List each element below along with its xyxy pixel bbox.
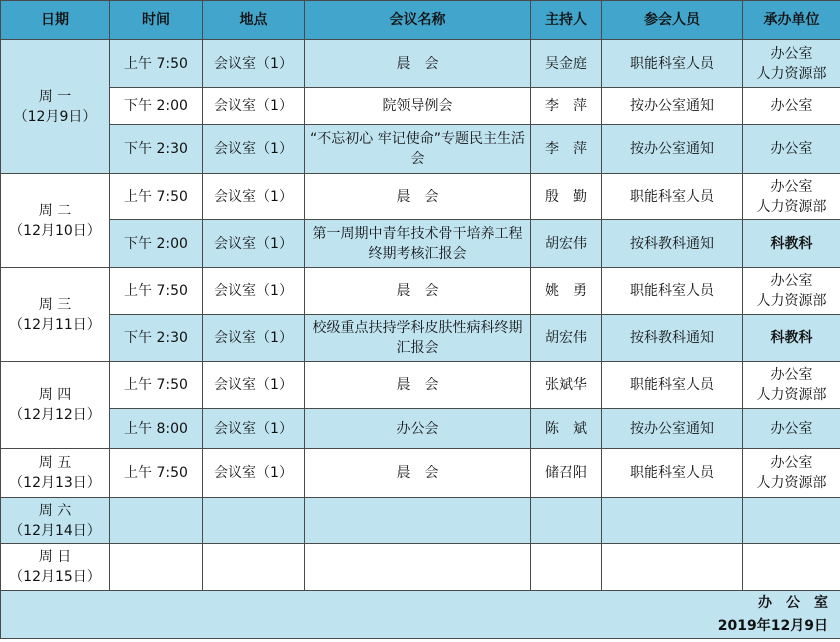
- date-cell: [1, 544, 110, 591]
- attendees-cell: 按办公室通知: [602, 88, 743, 125]
- organizer-cell: [743, 40, 840, 88]
- day-label: 周 六: [38, 502, 72, 519]
- meeting-name-cell: 校级重点扶持学科皮肤性病科终期汇报会: [305, 315, 531, 362]
- meeting-name-cell: [305, 544, 531, 591]
- attendees-cell: 职能科室人员: [602, 268, 743, 315]
- place-cell: 会议室（1）: [203, 409, 305, 449]
- table-row: [1, 544, 840, 591]
- organizer-cell: 办公室: [743, 409, 840, 449]
- table-row: [1, 315, 840, 362]
- meeting-name-cell: 晨 会: [305, 449, 531, 498]
- header-date: 日期: [1, 1, 110, 40]
- time-cell: 上午 8:00: [110, 409, 203, 449]
- attendees-cell: 职能科室人员: [602, 362, 743, 409]
- host-cell: 胡宏伟: [531, 315, 602, 362]
- date-cell: [1, 174, 110, 268]
- place-cell: [203, 544, 305, 591]
- attendees-cell: 按办公室通知: [602, 125, 743, 174]
- table-row: [1, 498, 840, 544]
- organizer-line: 人力资源部: [756, 387, 827, 403]
- host-cell: 储召阳: [531, 449, 602, 498]
- day-label: 周 三: [38, 296, 72, 313]
- table-row: [1, 174, 840, 220]
- organizer-cell: [743, 362, 840, 409]
- date-label: （12月14日）: [9, 522, 101, 539]
- header-row: [1, 1, 840, 40]
- date-cell: [1, 268, 110, 362]
- place-cell: [203, 498, 305, 544]
- organizer-cell: [743, 174, 840, 220]
- day-label: 周 一: [38, 88, 72, 105]
- table-row: [1, 88, 840, 125]
- table-row: [1, 268, 840, 315]
- organizer-cell: [743, 498, 840, 544]
- place-cell: 会议室（1）: [203, 315, 305, 362]
- header-place: 地点: [203, 1, 305, 40]
- header-attendees: 参会人员: [602, 1, 743, 40]
- host-cell: 殷 勤: [531, 174, 602, 220]
- attendees-cell: 按科教科通知: [602, 315, 743, 362]
- footer-row: [1, 591, 840, 639]
- date-label: （12月10日）: [9, 222, 101, 239]
- host-cell: 姚 勇: [531, 268, 602, 315]
- organizer-cell: [743, 544, 840, 591]
- attendees-cell: 按科教科通知: [602, 220, 743, 268]
- place-cell: 会议室（1）: [203, 362, 305, 409]
- attendees-cell: 按办公室通知: [602, 409, 743, 449]
- table-row: [1, 40, 840, 88]
- day-label: 周 四: [38, 387, 72, 403]
- date-cell: [1, 362, 110, 449]
- place-cell: 会议室（1）: [203, 88, 305, 125]
- time-cell: 下午 2:00: [110, 88, 203, 125]
- date-cell: [1, 498, 110, 544]
- organizer-cell: 办公室: [743, 125, 840, 174]
- date-label: （12月11日）: [9, 316, 101, 333]
- organizer-line: 人力资源部: [756, 198, 827, 215]
- day-label: 周 五: [38, 455, 72, 471]
- table-row: [1, 409, 840, 449]
- host-cell: 李 萍: [531, 88, 602, 125]
- table-row: [1, 362, 840, 409]
- meeting-name-cell: 第一周期中青年技术骨干培养工程终期考核汇报会: [305, 220, 531, 268]
- place-cell: 会议室（1）: [203, 125, 305, 174]
- host-cell: 胡宏伟: [531, 220, 602, 268]
- attendees-cell: [602, 544, 743, 591]
- table-row: [1, 125, 840, 174]
- organizer-line: 办公室: [770, 178, 813, 195]
- time-cell: 上午 7:50: [110, 40, 203, 88]
- organizer-cell: 科教科: [743, 315, 840, 362]
- header-meeting-name: 会议名称: [305, 1, 531, 40]
- meeting-name-cell: 晨 会: [305, 174, 531, 220]
- organizer-cell: 科教科: [743, 220, 840, 268]
- time-cell: 上午 7:50: [110, 268, 203, 315]
- organizer-line: 人力资源部: [756, 65, 827, 82]
- time-cell: [110, 544, 203, 591]
- time-cell: 上午 7:50: [110, 362, 203, 409]
- table-row: [1, 449, 840, 498]
- meeting-name-cell: 晨 会: [305, 40, 531, 88]
- host-cell: 张斌华: [531, 362, 602, 409]
- table-row: [1, 220, 840, 268]
- attendees-cell: 职能科室人员: [602, 174, 743, 220]
- organizer-cell: [743, 268, 840, 315]
- day-label: 周 二: [38, 202, 72, 219]
- place-cell: 会议室（1）: [203, 268, 305, 315]
- header-time: 时间: [110, 1, 203, 40]
- date-label: （12月15日）: [9, 569, 101, 585]
- host-cell: [531, 544, 602, 591]
- organizer-line: 办公室: [770, 45, 813, 62]
- attendees-cell: [602, 498, 743, 544]
- footer-date: 2019年12月9日: [717, 617, 828, 634]
- host-cell: [531, 498, 602, 544]
- date-label: （12月9日）: [13, 108, 97, 125]
- date-cell: [1, 40, 110, 174]
- place-cell: 会议室（1）: [203, 449, 305, 498]
- meeting-name-cell: 办公会: [305, 409, 531, 449]
- host-cell: 吴金庭: [531, 40, 602, 88]
- host-cell: 李 萍: [531, 125, 602, 174]
- organizer-line: 办公室: [770, 273, 813, 289]
- attendees-cell: 职能科室人员: [602, 449, 743, 498]
- date-label: （12月13日）: [9, 475, 101, 491]
- date-label: （12月12日）: [9, 407, 101, 423]
- host-cell: 陈 斌: [531, 409, 602, 449]
- place-cell: 会议室（1）: [203, 174, 305, 220]
- place-cell: 会议室（1）: [203, 220, 305, 268]
- organizer-cell: 办公室: [743, 88, 840, 125]
- header-host: 主持人: [531, 1, 602, 40]
- organizer-cell: [743, 449, 840, 498]
- meeting-name-cell: 晨 会: [305, 362, 531, 409]
- organizer-line: 人力资源部: [756, 293, 827, 309]
- day-label: 周 日: [38, 549, 72, 565]
- footer-office: 办 公 室: [758, 594, 828, 611]
- time-cell: 上午 7:50: [110, 449, 203, 498]
- organizer-line: 办公室: [770, 367, 813, 383]
- meeting-name-cell: 院领导例会: [305, 88, 531, 125]
- header-organizer: 承办单位: [743, 1, 840, 40]
- time-cell: 下午 2:30: [110, 125, 203, 174]
- meeting-name-cell: [305, 498, 531, 544]
- time-cell: 下午 2:30: [110, 315, 203, 362]
- footer-signature: [1, 591, 840, 639]
- attendees-cell: 职能科室人员: [602, 40, 743, 88]
- organizer-line: 办公室: [770, 455, 813, 471]
- meeting-name-cell: 晨 会: [305, 268, 531, 315]
- time-cell: 上午 7:50: [110, 174, 203, 220]
- date-cell: [1, 449, 110, 498]
- time-cell: [110, 498, 203, 544]
- time-cell: 下午 2:00: [110, 220, 203, 268]
- meeting-name-cell: “不忘初心 牢记使命”专题民主生活会: [305, 125, 531, 174]
- organizer-line: 人力资源部: [756, 475, 827, 491]
- place-cell: 会议室（1）: [203, 40, 305, 88]
